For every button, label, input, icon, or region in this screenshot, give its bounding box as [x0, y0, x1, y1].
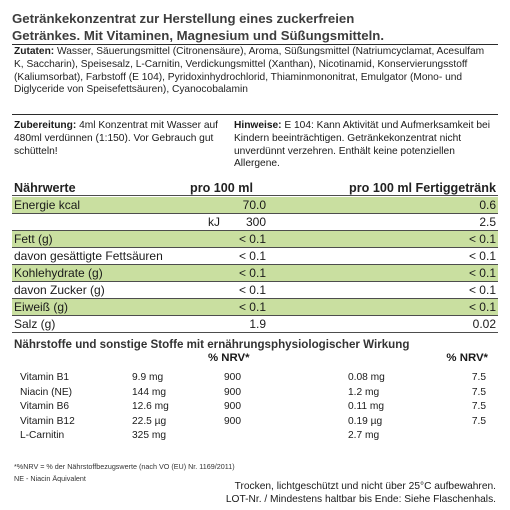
nutrition-row-ready: < 0.1 — [468, 283, 496, 297]
vitamin-amount-ready: 1.2 mg — [348, 386, 380, 398]
nutrition-row — [12, 197, 498, 213]
title-line-1: Getränkekonzentrat zur Herstellung eines zuckerfreien — [12, 11, 355, 26]
vitamin-nrv-ready: 7.5 — [471, 386, 486, 398]
vitamin-nrv-concentrate: 900 — [224, 386, 241, 398]
vitamin-amount-concentrate: 12.6 mg — [132, 401, 169, 412]
vitamin-amount-ready: 0.08 mg — [348, 372, 385, 383]
vitamin-amount-concentrate: 144 mg — [132, 386, 166, 398]
title-line-2: Getränkes. Mit Vitaminen, Magnesium und Süßungsmitteln. — [12, 28, 384, 43]
vitamin-amount-concentrate: 22.5 µg — [132, 415, 167, 427]
storage-line-2: LOT-Nr. / Mindestens haltbar bis Ende: Siehe Flaschenhals. — [225, 494, 496, 505]
notes-label: Hinweise: — [234, 120, 282, 131]
vitamin-amount-ready: 0.11 mg — [348, 401, 385, 412]
vitamin-name: Niacin (NE) — [20, 386, 73, 398]
storage-line-1: Trocken, lichtgeschützt und nicht über 25°C aufbewahren. — [234, 481, 496, 492]
nutrition-row — [12, 248, 498, 264]
nutrition-row-label: davon Zucker (g) — [14, 283, 105, 297]
vitamin-row — [20, 415, 490, 429]
preparation-text: 4ml Konzentrat mit Wasser auf 480ml verdünnen (1:150). Vor Gebrauch gut schütteln! — [14, 120, 218, 157]
ingredients-text: Wasser, Säuerungsmittel (Citronensäure), Aroma, Süßungsmittel (Natriumcyclamat, Acesulfam K, Saccharin), Speisesalz, L-Carnitin, Verdickungsmittel (Xanthan), Nicotinamid, Konservierungsstoff (Kaliumsorbat), Farbstoff (E 104), Pyridoxinhydrochlorid, Thiaminmononitrat, Emulgator (Mono- und Diglyceride von Speisefettsäuren), Cyanocobalamin — [14, 46, 485, 96]
divider-top — [12, 44, 498, 45]
nutrition-row-per100: < 0.1 — [238, 283, 266, 297]
nutrition-row-per100: 70.0 — [242, 198, 266, 212]
storage-note — [226, 480, 496, 506]
vitamin-nrv-concentrate: 900 — [224, 415, 241, 427]
nrv-footnote: *%NRV = % der Nährstoffbezugswerte (nach VO (EU) Nr. 1169/2011) — [14, 462, 235, 471]
nutrition-row — [12, 231, 498, 247]
vitamin-amount-concentrate: 325 mg — [132, 430, 166, 441]
nutrition-header-per100: pro 100 ml — [190, 181, 253, 195]
nutrition-row-ready: < 0.1 — [468, 232, 496, 246]
preparation-block — [14, 120, 224, 158]
vitamin-nrv-ready: 7.5 — [471, 415, 486, 427]
nutrition-header-rule — [12, 195, 498, 196]
nutrition-header-label: Nährwerte — [14, 181, 76, 195]
notes-block — [234, 120, 500, 171]
nutrition-row-label: Energie kcal — [14, 198, 81, 212]
nutrition-header-ready: pro 100 ml Fertiggetränk — [349, 181, 496, 195]
ingredients-label: Zutaten: — [14, 46, 55, 57]
vitamin-name: Vitamin B12 — [20, 415, 75, 427]
vitamin-row — [20, 400, 490, 414]
nutrition-row-label: davon gesättigte Fettsäuren — [14, 249, 163, 263]
nutrition-row-per100: < 0.1 — [238, 249, 266, 263]
niacin-footnote: NE - Niacin Äquivalent — [14, 474, 86, 483]
nutrition-row-label: Fett (g) — [14, 232, 53, 246]
product-title — [12, 10, 482, 44]
nutrition-row-label: Kohlehydrate (g) — [14, 266, 103, 280]
nutrition-row-ready: < 0.1 — [468, 249, 496, 263]
nutrition-row — [12, 265, 498, 281]
ingredients-block — [14, 46, 496, 97]
nutrition-row — [12, 282, 498, 298]
nutrition-row-per100: < 0.1 — [238, 266, 266, 280]
nutrition-row-label: Salz (g) — [14, 317, 56, 331]
notes-text: E 104: Kann Aktivität und Aufmerksamkeit bei Kindern beeinträchtigen. Getränkekonzentrat nicht unverdünnt verzehren. Enthält keine potenziellen Allergene. — [234, 120, 490, 170]
nutrition-row-label: kJ — [208, 215, 220, 229]
vitamin-row — [20, 386, 490, 400]
nutrition-row-ready: 2.5 — [479, 215, 496, 229]
vitamin-nrv-concentrate: 900 — [224, 372, 241, 383]
divider-middle — [12, 114, 498, 115]
nutrition-row-ready: 0.02 — [472, 317, 496, 331]
nutrition-row-per100: 1.9 — [249, 317, 266, 331]
nutrition-row — [12, 214, 498, 230]
nutrition-row-per100: 300 — [245, 215, 266, 229]
vitamin-nrv-ready: 7.5 — [471, 372, 486, 383]
vitamin-amount-concentrate: 9.9 mg — [132, 372, 164, 383]
nutrition-row-label: Eiweiß (g) — [14, 300, 69, 314]
vitamin-nrv-ready: 7.5 — [471, 401, 486, 412]
nrv-header-ready: % NRV* — [446, 352, 488, 364]
vitamin-row — [20, 371, 490, 385]
nutrition-row-per100: < 0.1 — [238, 300, 266, 314]
nutrition-row-rule — [12, 332, 498, 333]
vitamin-name: Vitamin B1 — [20, 372, 70, 383]
nutrients-heading: Nährstoffe und sonstige Stoffe mit ernährungsphysiologischer Wirkung — [14, 338, 410, 351]
nutrition-row-per100: < 0.1 — [238, 232, 266, 246]
vitamin-amount-ready: 0.19 µg — [348, 415, 383, 427]
vitamin-name: L-Carnitin — [20, 430, 65, 441]
nrv-header-concentrate: % NRV* — [208, 352, 250, 364]
vitamin-amount-ready: 2.7 mg — [348, 430, 380, 441]
nutrition-row — [12, 316, 498, 332]
nutrition-row — [12, 299, 498, 315]
preparation-label: Zubereitung: — [14, 120, 77, 131]
nutrition-row-ready: < 0.1 — [468, 266, 496, 280]
vitamin-name: Vitamin B6 — [20, 401, 70, 412]
vitamin-nrv-concentrate: 900 — [224, 401, 241, 412]
vitamin-row — [20, 429, 490, 443]
nutrition-row-ready: 0.6 — [479, 198, 496, 212]
nutrition-row-ready: < 0.1 — [468, 300, 496, 314]
